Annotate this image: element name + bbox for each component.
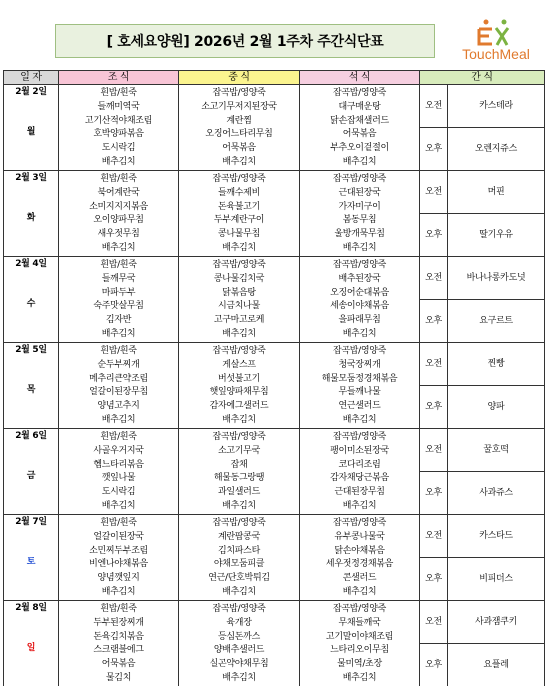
- snack-cell: [420, 343, 545, 429]
- dinner-item: 배추김치: [342, 415, 377, 426]
- breakfast-cell: [59, 85, 179, 171]
- lunch-cell: [179, 343, 300, 429]
- snack-pm-item: 딸기우유: [479, 229, 513, 240]
- dinner-cell: [300, 257, 420, 343]
- lunch-item: 잡곡밥/영양죽: [212, 603, 266, 614]
- day-row: [4, 257, 545, 343]
- breakfast-item: 오이양파무침: [93, 215, 144, 226]
- day-row: [4, 601, 545, 686]
- lunch-item: 버섯불고기: [218, 373, 260, 384]
- lunch-item: 들깨수제비: [218, 187, 260, 198]
- dinner-item: 부추오이겉절이: [330, 143, 389, 154]
- snack-pm-item: 오렌지쥬스: [475, 143, 517, 154]
- lunch-item: 돈육불고기: [218, 201, 260, 212]
- dinner-item: 연근샐러드: [338, 401, 381, 412]
- breakfast-item: 고기산적야채조림: [84, 115, 153, 126]
- snack-pm-item: 요플레: [483, 659, 509, 670]
- lunch-item: 배추김치: [222, 157, 256, 168]
- breakfast-item: 숙주맛살무침: [93, 301, 144, 312]
- snack-cell: [420, 515, 545, 601]
- lunch-item: 배추김치: [222, 243, 256, 254]
- snack-cell: [420, 171, 545, 257]
- dinner-item: 느타리오이무침: [330, 645, 389, 656]
- snack-am-item: 찐빵: [487, 358, 505, 369]
- lunch-item: 배추김치: [222, 501, 256, 512]
- lunch-item: 배추김치: [222, 329, 256, 340]
- breakfast-item: 배추김치: [101, 329, 136, 340]
- lunch-item: 실곤약야채무침: [209, 659, 269, 670]
- dinner-item: 유부콩나물국: [334, 531, 385, 542]
- breakfast-item: 소민찌두부조림: [89, 545, 148, 556]
- breakfast-item: 들깨무국: [101, 273, 136, 284]
- lunch-item: 게살스프: [222, 359, 256, 370]
- dinner-item: 콘샐러드: [342, 573, 377, 584]
- dinner-cell: [300, 429, 420, 515]
- day-cell: [4, 515, 59, 601]
- breakfast-item: 도시락김: [101, 143, 136, 154]
- dinner-cell: [300, 85, 420, 171]
- weekday-label: 화: [26, 213, 36, 223]
- header-dinner: 석 식: [300, 71, 420, 85]
- date-label: 2월 8일: [15, 603, 47, 613]
- lunch-item: 계란찜: [226, 115, 252, 126]
- snack-pm-label: 오후: [420, 386, 448, 428]
- snack-pm-label: 오후: [420, 644, 448, 686]
- breakfast-cell: [59, 601, 179, 686]
- snack-pm-item: 양파: [487, 401, 505, 412]
- breakfast-item: 배추김치: [101, 243, 136, 254]
- breakfast-item: 흰밥/흰죽: [100, 345, 137, 356]
- lunch-item: 고구마고로케: [213, 315, 265, 326]
- dinner-item: 무들깨나물: [338, 387, 381, 398]
- lunch-item: 콩나물무침: [218, 229, 260, 240]
- breakfast-item: 흰밥/흰죽: [100, 259, 137, 270]
- snack-cell: [420, 429, 545, 515]
- breakfast-item: 북어계란국: [97, 187, 140, 198]
- breakfast-item: 흰밥/흰죽: [100, 517, 137, 528]
- dinner-item: 팽이미소된장국: [330, 445, 389, 456]
- date-label: 2월 5일: [15, 345, 47, 355]
- lunch-item: 배추김치: [222, 587, 256, 598]
- breakfast-item: 호박양파볶음: [93, 129, 144, 140]
- breakfast-item: 흰밥/흰죽: [100, 87, 137, 98]
- breakfast-item: 깻잎나물: [101, 473, 136, 484]
- breakfast-item: 비엔나야채볶음: [89, 559, 148, 570]
- page-title: [ 호세요양원] 2026년 2월 1주차 주간식단표: [55, 24, 435, 58]
- dinner-item: 배추김치: [342, 587, 377, 598]
- dinner-item: 잡곡밥/영양죽: [332, 173, 387, 184]
- snack-pm-item: 비피더스: [479, 573, 513, 584]
- lunch-item: 어묵볶음: [222, 143, 256, 154]
- day-row: [4, 429, 545, 515]
- dinner-item: 닭손잡채샐러드: [330, 115, 389, 126]
- breakfast-item: 흰밥/흰죽: [100, 173, 137, 184]
- weekly-menu-table: [3, 70, 545, 686]
- lunch-item: 오징어느타리무침: [205, 129, 273, 140]
- date-label: 2월 7일: [15, 517, 47, 527]
- dinner-item: 오징어순대볶음: [330, 287, 389, 298]
- header-row: [4, 71, 545, 85]
- weekday-label: 일: [26, 643, 36, 653]
- dinner-item: 닭손야채볶음: [334, 545, 385, 556]
- header-lunch: 중 식: [179, 71, 300, 85]
- weekday-label: 토: [26, 557, 36, 567]
- breakfast-cell: [59, 171, 179, 257]
- lunch-item: 햇잎양파채무침: [209, 387, 269, 398]
- lunch-cell: [179, 171, 300, 257]
- weekday-label: 수: [26, 299, 36, 309]
- breakfast-item: 돈육김치볶음: [93, 631, 144, 642]
- header-snack: 간 식: [420, 71, 545, 85]
- snack-pm-label: 오후: [420, 128, 448, 170]
- snack-am-item: 바나나롱카도넛: [466, 272, 526, 283]
- dinner-cell: [300, 343, 420, 429]
- day-cell: [4, 429, 59, 515]
- day-row: [4, 343, 545, 429]
- breakfast-item: 흰밥/흰죽: [100, 431, 137, 442]
- day-cell: [4, 85, 59, 171]
- breakfast-item: 배추김치: [101, 501, 136, 512]
- day-row: [4, 515, 545, 601]
- breakfast-item: 도시락김: [101, 487, 136, 498]
- snack-am-item: 카스테라: [479, 100, 513, 111]
- breakfast-item: 양념고추지: [97, 401, 140, 412]
- breakfast-item: 헴느타리볶음: [93, 459, 144, 470]
- dinner-cell: [300, 601, 420, 686]
- snack-cell: [420, 257, 545, 343]
- dinner-item: 대구매운탕: [338, 101, 381, 112]
- breakfast-item: 소미지지지볶음: [89, 201, 148, 212]
- snack-pm-label: 오후: [420, 472, 448, 514]
- snack-cell: [420, 85, 545, 171]
- logo-mark-icon: [452, 16, 542, 48]
- lunch-item: 소고기무저지된장국: [201, 101, 277, 112]
- lunch-item: 잡곡밥/영양죽: [212, 173, 266, 184]
- day-row: [4, 171, 545, 257]
- breakfast-cell: [59, 515, 179, 601]
- breakfast-item: 사골우거지국: [93, 445, 144, 456]
- lunch-item: 잡채: [230, 459, 248, 470]
- snack-am-label: 오전: [420, 171, 448, 213]
- lunch-cell: [179, 257, 300, 343]
- day-cell: [4, 257, 59, 343]
- breakfast-item: 메추리큰약조림: [89, 373, 148, 384]
- dinner-item: 배추김치: [342, 157, 377, 168]
- snack-pm-item: 요구르트: [479, 315, 513, 326]
- breakfast-cell: [59, 257, 179, 343]
- snack-pm-item: 사과쥬스: [479, 487, 513, 498]
- dinner-item: 세송이야채볶음: [330, 301, 389, 312]
- dinner-item: 잡곡밥/영양죽: [332, 87, 387, 98]
- dinner-item: 해물모둠정경채볶음: [321, 373, 398, 384]
- breakfast-item: 마파두부: [101, 287, 136, 298]
- dinner-item: 배추김치: [342, 243, 377, 254]
- dinner-item: 봄동무침: [342, 215, 377, 226]
- lunch-item: 계란팝콩국: [218, 531, 260, 542]
- snack-cell: [420, 601, 545, 686]
- dinner-item: 감자채당근볶음: [330, 473, 389, 484]
- dinner-item: 잡곡밥/영양죽: [332, 603, 387, 614]
- snack-am-item: 머핀: [487, 186, 505, 197]
- dinner-item: 코다리조림: [338, 459, 381, 470]
- lunch-item: 잡곡밥/영양죽: [212, 345, 266, 356]
- dinner-item: 세우젓정경채볶음: [325, 559, 394, 570]
- weekday-label: 금: [26, 471, 36, 481]
- date-label: 2월 3일: [15, 173, 47, 183]
- lunch-item: 야채모둠피클: [213, 559, 265, 570]
- snack-am-label: 오전: [420, 85, 448, 127]
- dinner-cell: [300, 515, 420, 601]
- breakfast-item: 어묵볶음: [101, 659, 136, 670]
- dinner-item: 무채들깨국: [338, 617, 381, 628]
- lunch-item: 김치파스타: [218, 545, 260, 556]
- day-cell: [4, 171, 59, 257]
- snack-pm-label: 오후: [420, 214, 448, 256]
- day-row: [4, 85, 545, 171]
- dinner-item: 을파래무침: [338, 315, 381, 326]
- snack-am-item: 꿀호떡: [483, 444, 509, 455]
- snack-am-label: 오전: [420, 515, 448, 557]
- dinner-item: 청국장찌개: [338, 359, 381, 370]
- snack-am-label: 오전: [420, 601, 448, 643]
- snack-am-label: 오전: [420, 343, 448, 385]
- date-label: 2월 4일: [15, 259, 47, 269]
- lunch-item: 소고기무국: [218, 445, 260, 456]
- breakfast-item: 양념깻잎지: [97, 573, 140, 584]
- dinner-cell: [300, 171, 420, 257]
- weekday-label: 목: [26, 385, 36, 395]
- snack-am-label: 오전: [420, 429, 448, 471]
- breakfast-item: 얼갈이된장국: [93, 531, 144, 542]
- breakfast-item: 물김치: [105, 673, 132, 684]
- dinner-item: 배추된장국: [338, 273, 381, 284]
- lunch-item: 해물동그랑땡: [213, 473, 265, 484]
- dinner-item: 가자미구이: [338, 201, 381, 212]
- lunch-item: 등심돈까스: [218, 631, 260, 642]
- snack-am-item: 사과잼쿠키: [475, 616, 517, 627]
- lunch-item: 닭볶음탕: [222, 287, 256, 298]
- lunch-cell: [179, 85, 300, 171]
- lunch-item: 잡곡밥/영양죽: [212, 517, 266, 528]
- lunch-item: 시금치나물: [218, 301, 260, 312]
- header-breakfast: 조 식: [59, 71, 179, 85]
- dinner-item: 어묵볶음: [342, 129, 377, 140]
- lunch-item: 육개장: [226, 617, 252, 628]
- dinner-item: 배추김치: [342, 501, 377, 512]
- lunch-item: 배추김치: [222, 415, 256, 426]
- breakfast-item: 두부된장찌개: [93, 617, 144, 628]
- dinner-item: 배추김치: [342, 673, 377, 684]
- breakfast-item: 얼갈이된장무침: [89, 387, 148, 398]
- snack-am-item: 카스타드: [479, 530, 513, 541]
- lunch-item: 잡곡밥/영양죽: [212, 431, 266, 442]
- lunch-item: 연근/단호박튀김: [208, 573, 270, 584]
- touchmeal-logo: [452, 16, 542, 66]
- breakfast-item: 순두부찌개: [97, 359, 140, 370]
- snack-pm-label: 오후: [420, 558, 448, 600]
- lunch-item: 배추김치: [222, 673, 256, 684]
- dinner-item: 울방개묵무침: [334, 229, 385, 240]
- breakfast-item: 김자반: [105, 315, 132, 326]
- breakfast-item: 흰밥/흰죽: [100, 603, 137, 614]
- lunch-item: 잡곡밥/영양죽: [212, 87, 266, 98]
- date-label: 2월 2일: [15, 87, 47, 97]
- breakfast-item: 스크램블에그: [93, 645, 144, 656]
- breakfast-item: 새우젓무침: [97, 229, 140, 240]
- lunch-item: 감자에그샐러드: [209, 401, 269, 412]
- breakfast-cell: [59, 429, 179, 515]
- lunch-cell: [179, 515, 300, 601]
- lunch-item: 콩나물김치국: [213, 273, 265, 284]
- breakfast-item: 배추김치: [101, 415, 136, 426]
- snack-pm-label: 오후: [420, 300, 448, 342]
- logo-text: TouchMeal: [462, 46, 530, 62]
- breakfast-item: 배추김치: [101, 157, 136, 168]
- snack-am-label: 오전: [420, 257, 448, 299]
- lunch-item: 양배추샐러드: [213, 645, 265, 656]
- day-cell: [4, 343, 59, 429]
- dinner-item: 잡곡밥/영양죽: [332, 345, 387, 356]
- dinner-item: 근대된장무침: [334, 487, 385, 498]
- weekday-label: 월: [26, 127, 36, 137]
- lunch-cell: [179, 429, 300, 515]
- dinner-item: 잡곡밥/영양죽: [332, 431, 387, 442]
- breakfast-cell: [59, 343, 179, 429]
- header-day: 일 자: [4, 71, 59, 85]
- lunch-cell: [179, 601, 300, 686]
- breakfast-item: 배추김치: [101, 587, 136, 598]
- dinner-item: 물미역/초장: [337, 659, 382, 670]
- lunch-item: 과일샐러드: [218, 487, 260, 498]
- breakfast-item: 들깨미역국: [97, 101, 140, 112]
- lunch-item: 잡곡밥/영양죽: [212, 259, 266, 270]
- day-cell: [4, 601, 59, 686]
- date-label: 2월 6일: [15, 431, 47, 441]
- dinner-item: 배추김치: [342, 329, 377, 340]
- dinner-item: 잡곡밥/영양죽: [332, 259, 387, 270]
- dinner-item: 근대된장국: [338, 187, 381, 198]
- lunch-item: 두부계란구이: [213, 215, 265, 226]
- dinner-item: 고기말이야채조림: [325, 631, 394, 642]
- dinner-item: 잡곡밥/영양죽: [332, 517, 387, 528]
